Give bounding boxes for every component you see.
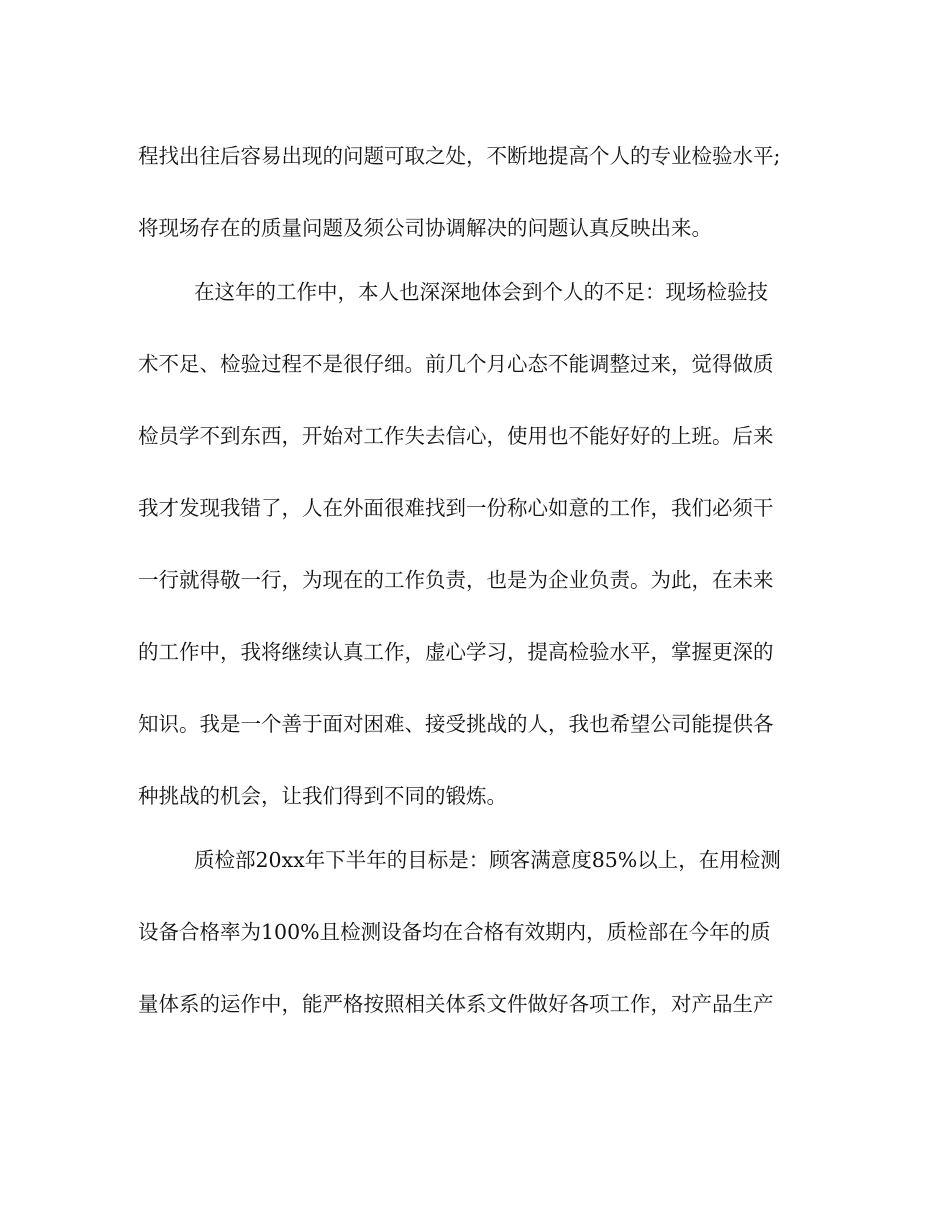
text-line: 一行就得敬一行，为现在的工作负责，也是为企业负责。为此，在未来 <box>138 568 774 592</box>
text-line: 术不足、检验过程不是很仔细。前几个月心态不能调整过来，觉得做质 <box>138 352 774 376</box>
text-line: 程找出往后容易出现的问题可取之处，不断地提高个人的专业检验水平; <box>138 144 781 168</box>
text-line: 我才发现我错了，人在外面很难找到一份称心如意的工作，我们必须干 <box>138 496 774 520</box>
text-line: 将现场存在的质量问题及须公司协调解决的问题认真反映出来。 <box>138 216 712 240</box>
text-line: 检员学不到东西，开始对工作失去信心，使用也不能好好的上班。后来 <box>138 424 774 448</box>
text-line: 量体系的运作中，能严格按照相关体系文件做好各项工作，对产品生产 <box>138 992 774 1016</box>
paragraph-first-line: 质检部20xx年下半年的目标是：顾客满意度85%以上，在用检测 <box>194 848 781 872</box>
text-line: 知识。我是一个善于面对困难、接受挑战的人，我也希望公司能提供各 <box>138 712 774 736</box>
paragraph-first-line: 在这年的工作中，本人也深深地体会到个人的不足：现场检验技 <box>194 280 768 304</box>
text-line: 设备合格率为100%且检测设备均在合格有效期内，质检部在今年的质 <box>138 920 771 944</box>
text-line: 种挑战的机会，让我们得到不同的锻炼。 <box>138 784 507 808</box>
text-line: 的工作中，我将继续认真工作，虚心学习，提高检验水平，掌握更深的 <box>138 640 774 664</box>
